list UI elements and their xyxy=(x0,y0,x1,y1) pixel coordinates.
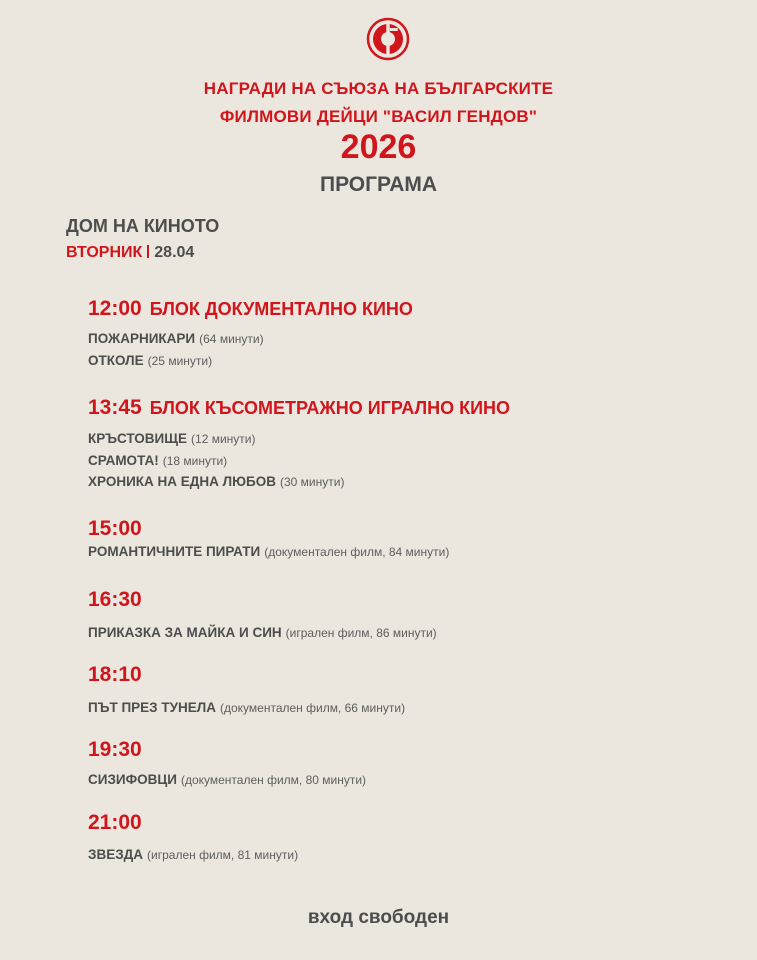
film-title: ПРИКАЗКА ЗА МАЙКА И СИН xyxy=(88,625,282,640)
block-title: БЛОК КЪСОМЕТРАЖНО ИГРАЛНО КИНО xyxy=(149,398,511,418)
free-entry-note: вход свободен xyxy=(307,907,450,928)
slot-time xyxy=(88,588,142,612)
film-item xyxy=(88,453,227,468)
time: 18:10 xyxy=(88,663,142,686)
film-item xyxy=(88,474,344,489)
film-meta: (30 минути) xyxy=(280,475,345,489)
slot-time xyxy=(88,297,413,321)
film-item xyxy=(88,700,405,715)
time: 12:00 xyxy=(88,297,142,320)
film-title: ПОЖАРНИКАРИ xyxy=(88,331,196,346)
film-meta: (18 минути) xyxy=(162,454,228,468)
film-meta: (игрален филм, 86 минути) xyxy=(285,626,437,640)
time: 21:00 xyxy=(88,811,142,834)
day-line xyxy=(66,244,194,262)
weekday: ВТОРНИК xyxy=(66,244,143,261)
slot-time xyxy=(88,738,142,762)
film-item xyxy=(88,353,212,368)
film-title: ЗВЕЗДА xyxy=(88,847,144,862)
film-item xyxy=(88,431,255,446)
film-title: ОТКОЛЕ xyxy=(88,353,144,368)
sbfd-logo-icon xyxy=(366,17,410,61)
time: 19:30 xyxy=(88,738,142,761)
slot-time xyxy=(88,811,142,835)
film-meta: (64 минути) xyxy=(199,332,264,346)
date: 28.04 xyxy=(154,244,195,261)
film-item xyxy=(88,544,449,559)
program-heading: ПРОГРАМА xyxy=(319,173,438,196)
film-item xyxy=(88,772,366,787)
film-title: СИЗИФОВЦИ xyxy=(88,772,177,787)
film-meta: (документален филм, 66 минути) xyxy=(219,701,406,715)
time: 15:00 xyxy=(88,517,142,540)
slot-time xyxy=(88,517,142,541)
film-meta: (12 минути) xyxy=(191,432,256,446)
film-item xyxy=(88,625,437,640)
year-heading: 2026 xyxy=(340,128,417,166)
time: 13:45 xyxy=(88,396,142,419)
film-title: СРАМОТА! xyxy=(88,453,159,468)
film-meta: (документален филм, 84 минути) xyxy=(264,545,450,559)
film-meta: (25 минути) xyxy=(147,354,213,368)
slot-time xyxy=(88,396,510,420)
title-line-1: НАГРАДИ НА СЪЮЗА НА БЪЛГАРСКИТЕ xyxy=(203,79,554,98)
block-title: БЛОК ДОКУМЕНТАЛНО КИНО xyxy=(149,299,413,319)
time: 16:30 xyxy=(88,588,142,611)
film-item xyxy=(88,331,264,346)
slot-time xyxy=(88,663,142,687)
title-line-2: ФИЛМОВИ ДЕЙЦИ "ВАСИЛ ГЕНДОВ" xyxy=(219,107,538,126)
film-meta: (игрален филм, 81 минути) xyxy=(147,848,299,862)
film-title: ХРОНИКА НА ЕДНА ЛЮБОВ xyxy=(88,474,276,489)
venue-name: ДОМ НА КИНОТО xyxy=(66,216,220,236)
film-title: КРЪСТОВИЩЕ xyxy=(88,431,188,446)
separator xyxy=(147,245,149,258)
film-title: ПЪТ ПРЕЗ ТУНЕЛА xyxy=(88,700,216,715)
film-item xyxy=(88,847,298,862)
film-meta: (документален филм, 80 минути) xyxy=(180,773,367,787)
film-title: РОМАНТИЧНИТЕ ПИРАТИ xyxy=(88,544,261,559)
